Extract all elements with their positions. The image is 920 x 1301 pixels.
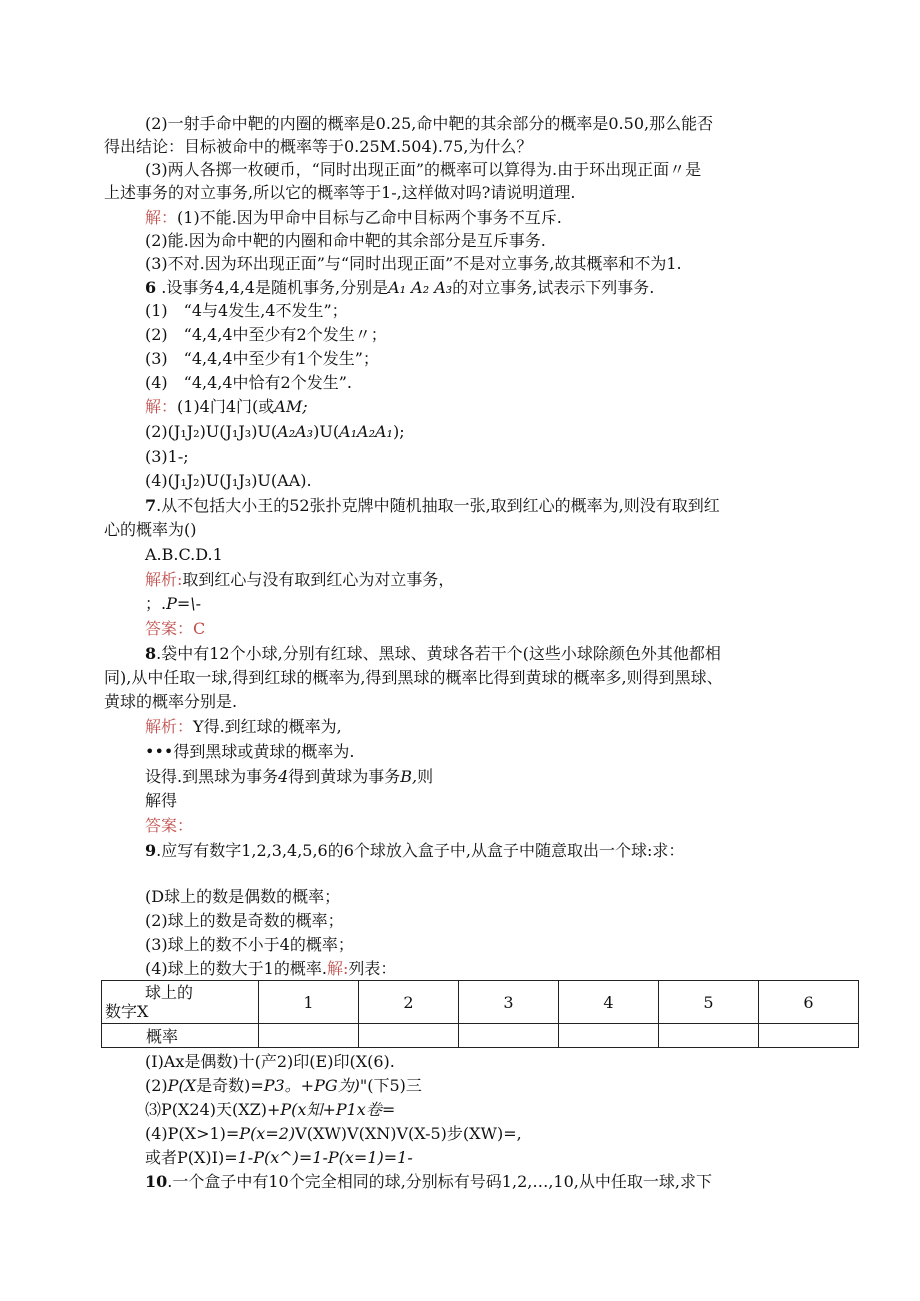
q7-answer: 答案：C (145, 619, 206, 638)
table-header-cell: 球上的 数字X (102, 981, 259, 1024)
analysis-label: 解析： (145, 717, 194, 736)
q6-item-2: (2) “4,4,4中至少有2个发生〃； (145, 325, 387, 344)
q9-item-3: (3)球上的数不小于4的概率； (145, 935, 354, 954)
table-row (102, 1024, 859, 1048)
q5-part3-line1: (3)两人各掷一枚硬币，“同时出现正面”的概率可以算得为.由于环出现正面〃是 (145, 160, 702, 179)
q9-stem: 9.应写有数字1,2,3,4,5,6的6个球放入盒子中,从盒子中随意取出一个球:求： (145, 841, 685, 860)
q9-solution-4: (4)P(X>1)=P(x=2)V(XW)V(XN)V(X-5)步(XW)=, (145, 1124, 522, 1143)
q5-solution-3: (3)不对.因为环出现正面”与“同时出现正面”不是对立事务,故其概率和不为1. (145, 254, 682, 273)
solution-label: 解： (145, 208, 178, 227)
q9-solution-5: 或者P(X)I)=1-P(x^)=1-P(x=1)=1- (145, 1148, 413, 1167)
q6-solution-1: 解：(1)4门4门(或AM; (145, 397, 308, 416)
q7-stem-line2: 心的概率为() (104, 520, 197, 539)
table-cell: 1 (259, 981, 359, 1024)
q8-stem-line3: 黄球的概率分别是. (104, 692, 238, 711)
q8-analysis-3: 设得.到黑球为事务4得到黄球为事务B,则 (145, 767, 434, 786)
q6-item-3: (3) “4,4,4中至少有1个发生”； (145, 349, 379, 368)
q6-item-1: (1) “4与4发生,4不发生”； (145, 301, 348, 320)
table-cell (359, 1024, 459, 1048)
table-cell: 5 (659, 981, 759, 1024)
q6-solution-2: (2)(J₁J₂)U(J₁J₃)U(A₂A₃)U(A₁A₂A₁); (145, 422, 405, 441)
question-number: 7 (145, 496, 157, 515)
q5-solution-1: 解：(1)不能.因为甲命中目标与乙命中目标两个事务不互斥. (145, 208, 562, 227)
solution-label: 解： (145, 397, 178, 416)
q6-stem: 6 .设事务4,4,4是随机事务,分别是A₁ A₂ A₃的对立事务,试表示下列事务. (145, 278, 655, 297)
q8-analysis-2: •••得到黑球或黄球的概率为. (145, 742, 355, 761)
table-header-cell: 概率 (102, 1024, 259, 1048)
table-cell: 6 (759, 981, 859, 1024)
q8-stem-line2: 同),从中任取一球,得到红球的概率为,得到黑球的概率比得到黄球的概率多,则得到黑球、 (104, 668, 723, 687)
q6-solution-3: (3)1-; (145, 447, 189, 466)
q5-part2-line1: (2)一射手命中靶的内圈的概率是0.25,命中靶的其余部分的概率是0.50,那么能否 (145, 114, 714, 133)
table-cell: 3 (459, 981, 559, 1024)
q8-answer: 答案： (145, 816, 194, 835)
q9-item-2: (2)球上的数是奇数的概率； (145, 911, 344, 930)
table-cell (659, 1024, 759, 1048)
table-cell (559, 1024, 659, 1048)
analysis-label: 解析: (145, 570, 183, 589)
solution-label: 解: (326, 959, 349, 978)
q9-solution-1: (I)Ax是偶数)十(产2)印(E)印(X(6). (145, 1052, 395, 1071)
q7-analysis: 解析:取到红心与没有取到红心为对立事务， (145, 570, 455, 589)
q9-solution-2: (2)P(X是奇数)=P3。+PG为)"(下5)三 (145, 1076, 422, 1095)
q7-analysis-2: ；.P=\- (145, 594, 202, 613)
table-cell: 2 (359, 981, 459, 1024)
answer-label: 答案： (145, 619, 194, 638)
question-number: 9 (145, 841, 157, 860)
q9-item-1: (D球上的数是偶数的概率； (145, 887, 341, 906)
q7-stem-line1: 7.从不包括大小王的52张扑克牌中随机抽取一张,取到红心的概率为,则没有取到红 (145, 496, 720, 515)
q7-options: A.B.C.D.1 (145, 545, 223, 564)
table-cell: 4 (559, 981, 659, 1024)
table-cell (459, 1024, 559, 1048)
q9-solution-3: ⑶P(X24)天(XZ)+P(x知+P1x卷= (145, 1100, 396, 1119)
q6-item-4: (4) “4,4,4中恰有2个发生”. (145, 373, 353, 392)
table-cell (759, 1024, 859, 1048)
q5-part2-line2: 得出结论：目标被命中的概率等于0.25M.504).75,为什么？ (104, 137, 533, 156)
q8-stem-line1: 8.袋中有12个小球,分别有红球、黑球、黄球各若干个(这些小球除颜色外其他都相 (145, 644, 721, 663)
q10-stem-line1: 10.一个盒子中有10个完全相同的球,分别标有号码1,2,…,10,从中任取一球,求下 (145, 1172, 712, 1191)
q5-solution-2: (2)能.因为命中靶的内圈和命中靶的其余部分是互斥事务. (145, 231, 546, 250)
question-number: 10 (145, 1172, 168, 1191)
q6-solution-4: (4)(J₁J₂)U(J₁J₃)U(AA). (145, 471, 312, 490)
table-cell (259, 1024, 359, 1048)
probability-table (101, 980, 859, 1048)
q5-part3-line2: 上述事务的对立事务,所以它的概率等于1-,这样做对吗?请说明道理. (104, 183, 576, 202)
question-number: 6 (145, 278, 157, 297)
q8-analysis-4: 解得 (145, 791, 178, 810)
question-number: 8 (145, 644, 157, 663)
q9-item-4: (4)球上的数大于1的概率.解:列表： (145, 959, 397, 978)
q8-analysis-1: 解析：Y得.到红球的概率为, (145, 717, 342, 736)
table-row (102, 981, 859, 1024)
